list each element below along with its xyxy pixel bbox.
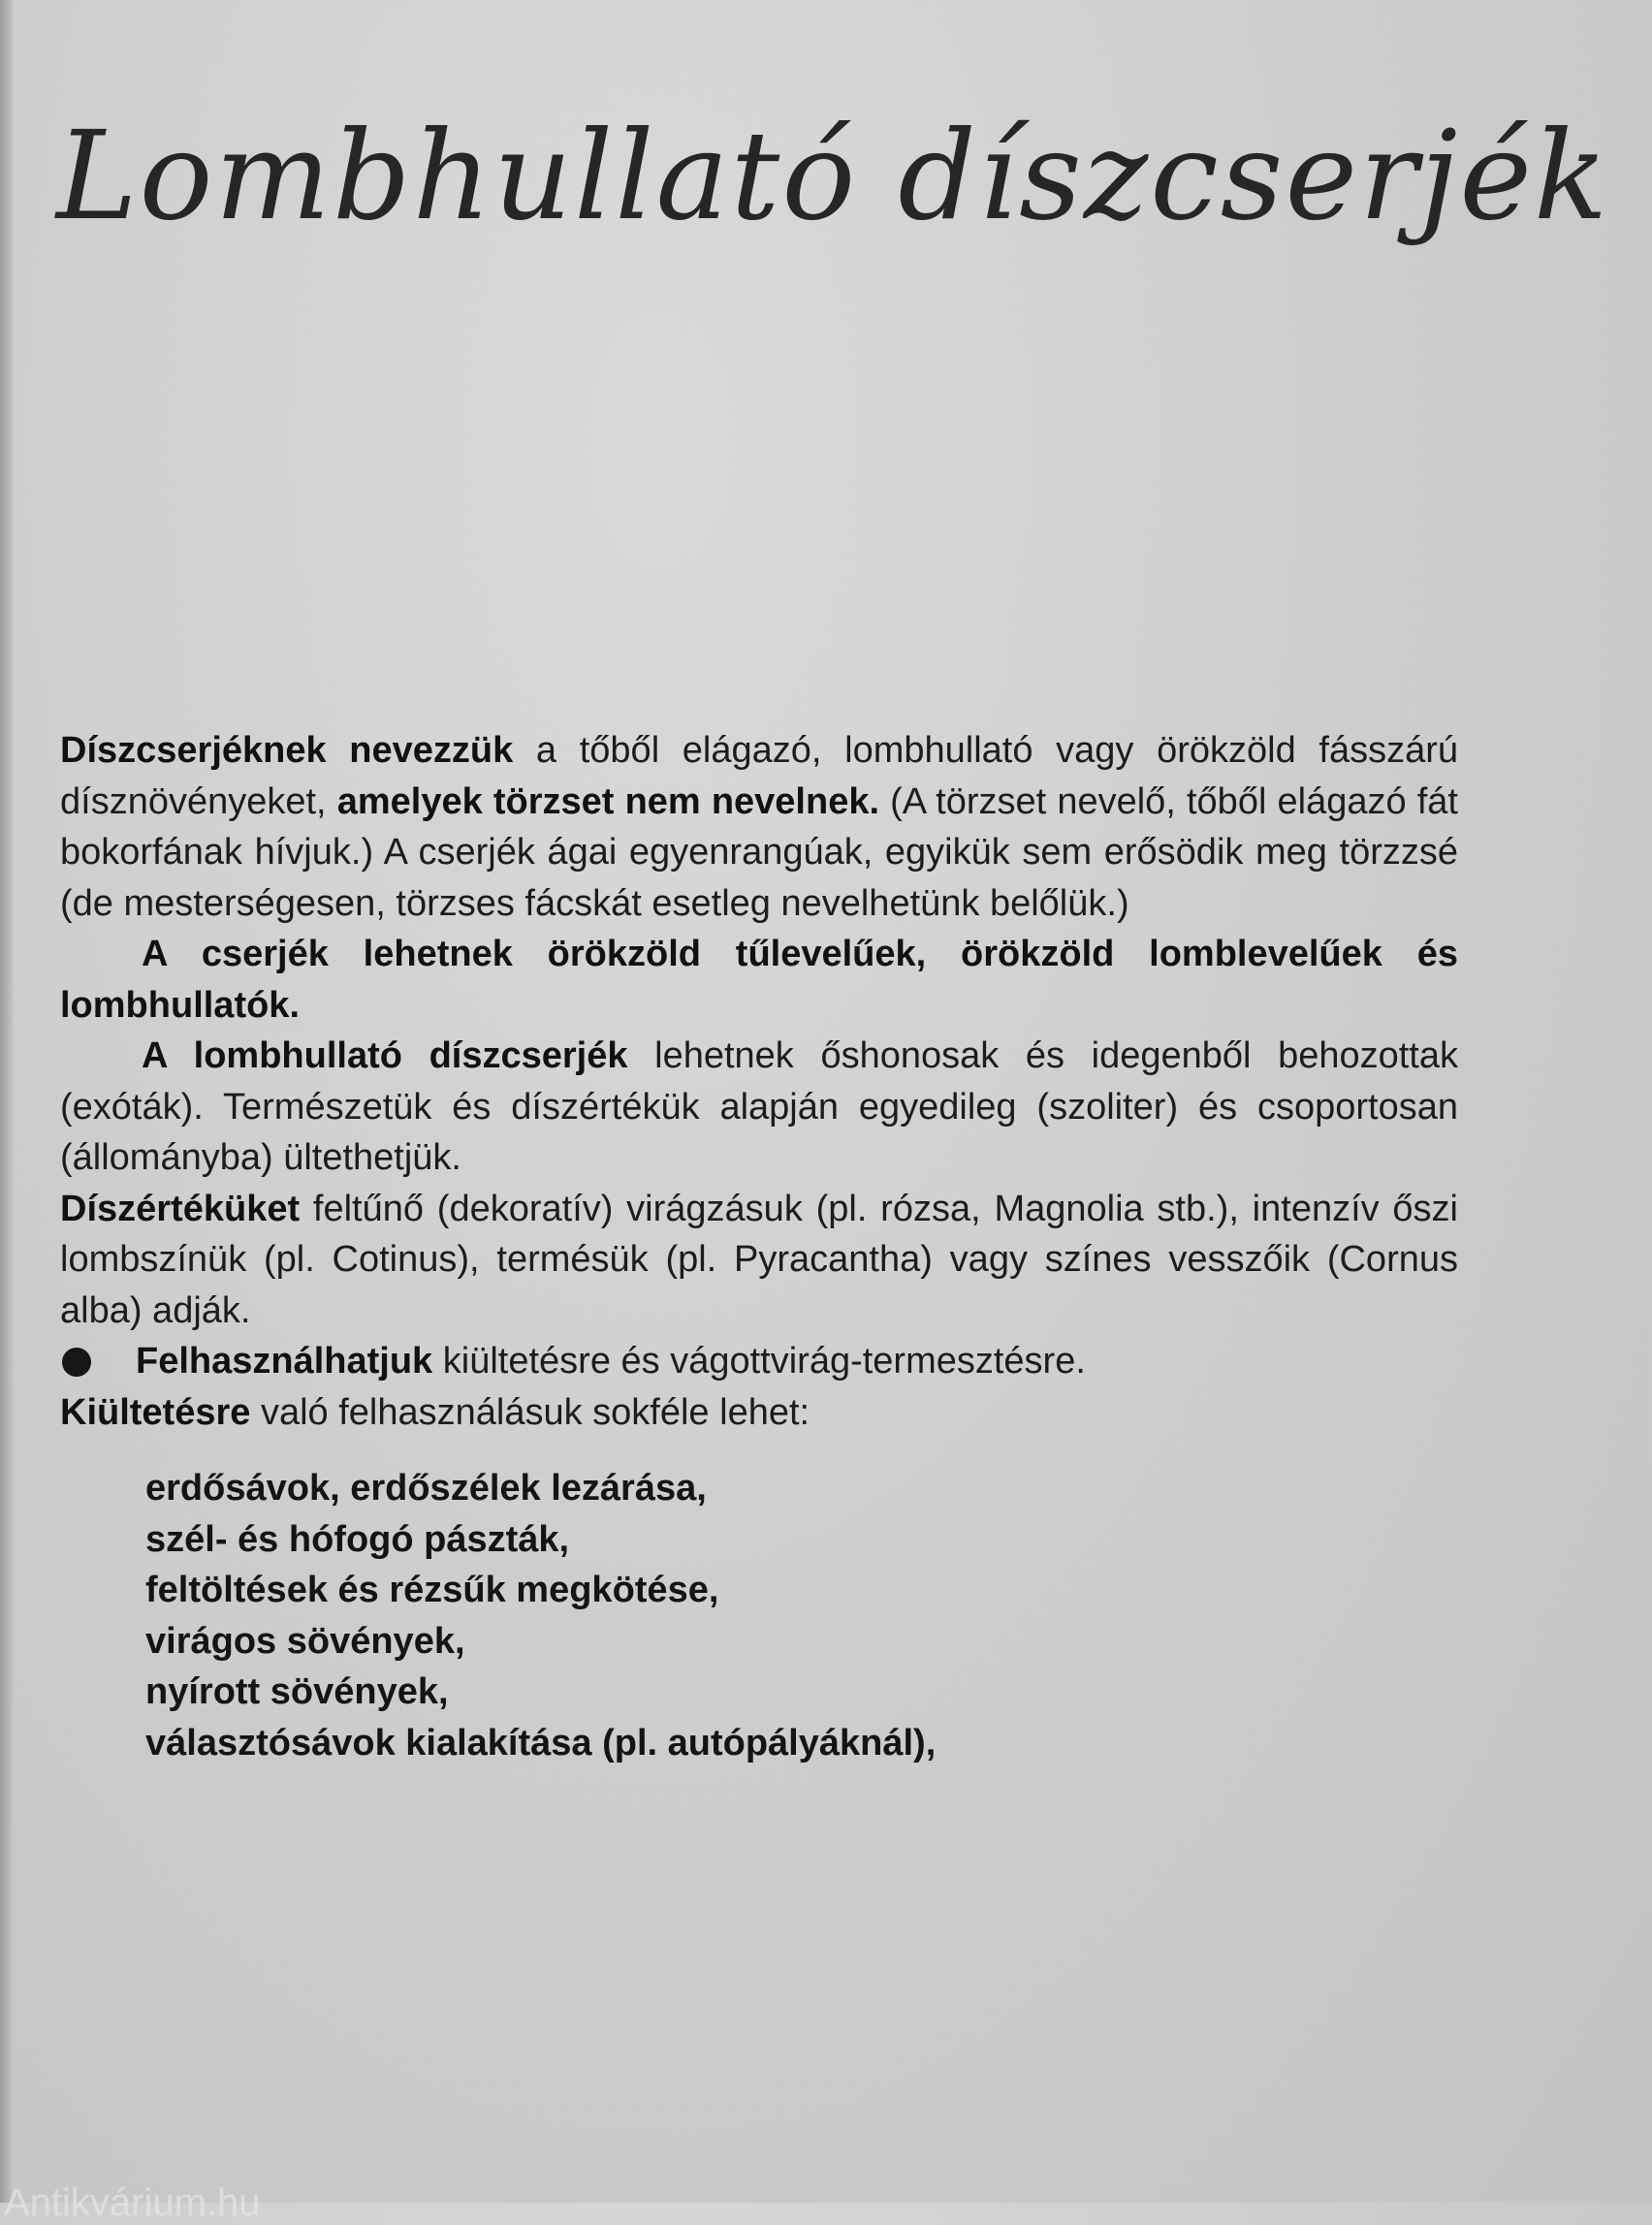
usage-term: Felhasználhatjuk bbox=[136, 1341, 433, 1382]
usage-text: kiültetésre és vágottvirág-termesztésre. bbox=[432, 1341, 1086, 1382]
watermark: Antikvárium.hu bbox=[4, 2181, 261, 2224]
list-item: feltöltések és rézsűk megkötése, bbox=[145, 1570, 719, 1610]
list-item: virágos sövények, bbox=[145, 1620, 465, 1662]
definition-text: a tőből elágazó, lombhullató vagy örökzöld fásszárú dísznövényeket, bbox=[60, 730, 1458, 822]
types-statement: A cserjék lehetnek örökzöld tűlevelűek, örökzöld lomblevelűek és lombhullatók. bbox=[60, 934, 1458, 1026]
deciduous-text: lehetnek őshonosak és idegenből behozottak (exóták). Természetük és díszértékük alapján egyedileg (szoliter) és csoportosan (állományba) ültethetjük. bbox=[60, 1035, 1458, 1178]
list-item: erdősávok, erdőszélek lezárása, bbox=[145, 1468, 707, 1509]
planting-term: Kiültetésre bbox=[60, 1391, 251, 1433]
paragraph-planting bbox=[60, 1387, 1458, 1439]
bullet-icon bbox=[62, 1348, 91, 1377]
body-text bbox=[60, 725, 1458, 1768]
paragraph-types bbox=[60, 929, 1458, 1031]
page-left-edge-shadow bbox=[0, 0, 14, 2203]
paragraph-definition bbox=[60, 725, 1458, 929]
definition-emphasis: amelyek törzset nem nevelnek. bbox=[336, 780, 880, 822]
page-title: Lombhullató díszcserjék bbox=[56, 105, 1610, 247]
paragraph-deciduous bbox=[60, 1031, 1458, 1184]
planting-text: való felhasználásuk sokféle lehet: bbox=[250, 1391, 810, 1433]
deciduous-term: A lombhullató díszcserjék bbox=[142, 1035, 628, 1076]
ornamental-value-text: feltűnő (dekoratív) virágzásuk (pl. rózsa, Magnolia stb.), intenzív őszi lombszínük (pl. Cotinus), termésük (pl. Pyracantha) vagy színes vesszőik (Cornus alba) adják. bbox=[60, 1188, 1458, 1331]
paragraph-usage bbox=[60, 1336, 1458, 1387]
ornamental-value-term: Díszértéküket bbox=[60, 1188, 301, 1229]
list-item: szél- és hófogó pászták, bbox=[145, 1518, 570, 1560]
list-item: nyírott sövények, bbox=[145, 1671, 449, 1712]
list-item: választósávok kialakítása (pl. autópályáknál), bbox=[145, 1722, 937, 1764]
definition-text-continued: (A törzset nevelő, tőből elágazó fát bokorfának hívjuk.) A cserjék ágai egyenrangúak, egyikük sem erősödik meg törzzsé (de mesterségesen, törzses fácskát esetleg nevelhetünk belőlük.) bbox=[60, 780, 1458, 924]
paragraph-ornamental-value bbox=[60, 1184, 1458, 1337]
use-list bbox=[145, 1463, 1458, 1768]
definition-term: Díszcserjéknek nevezzük bbox=[60, 730, 514, 771]
